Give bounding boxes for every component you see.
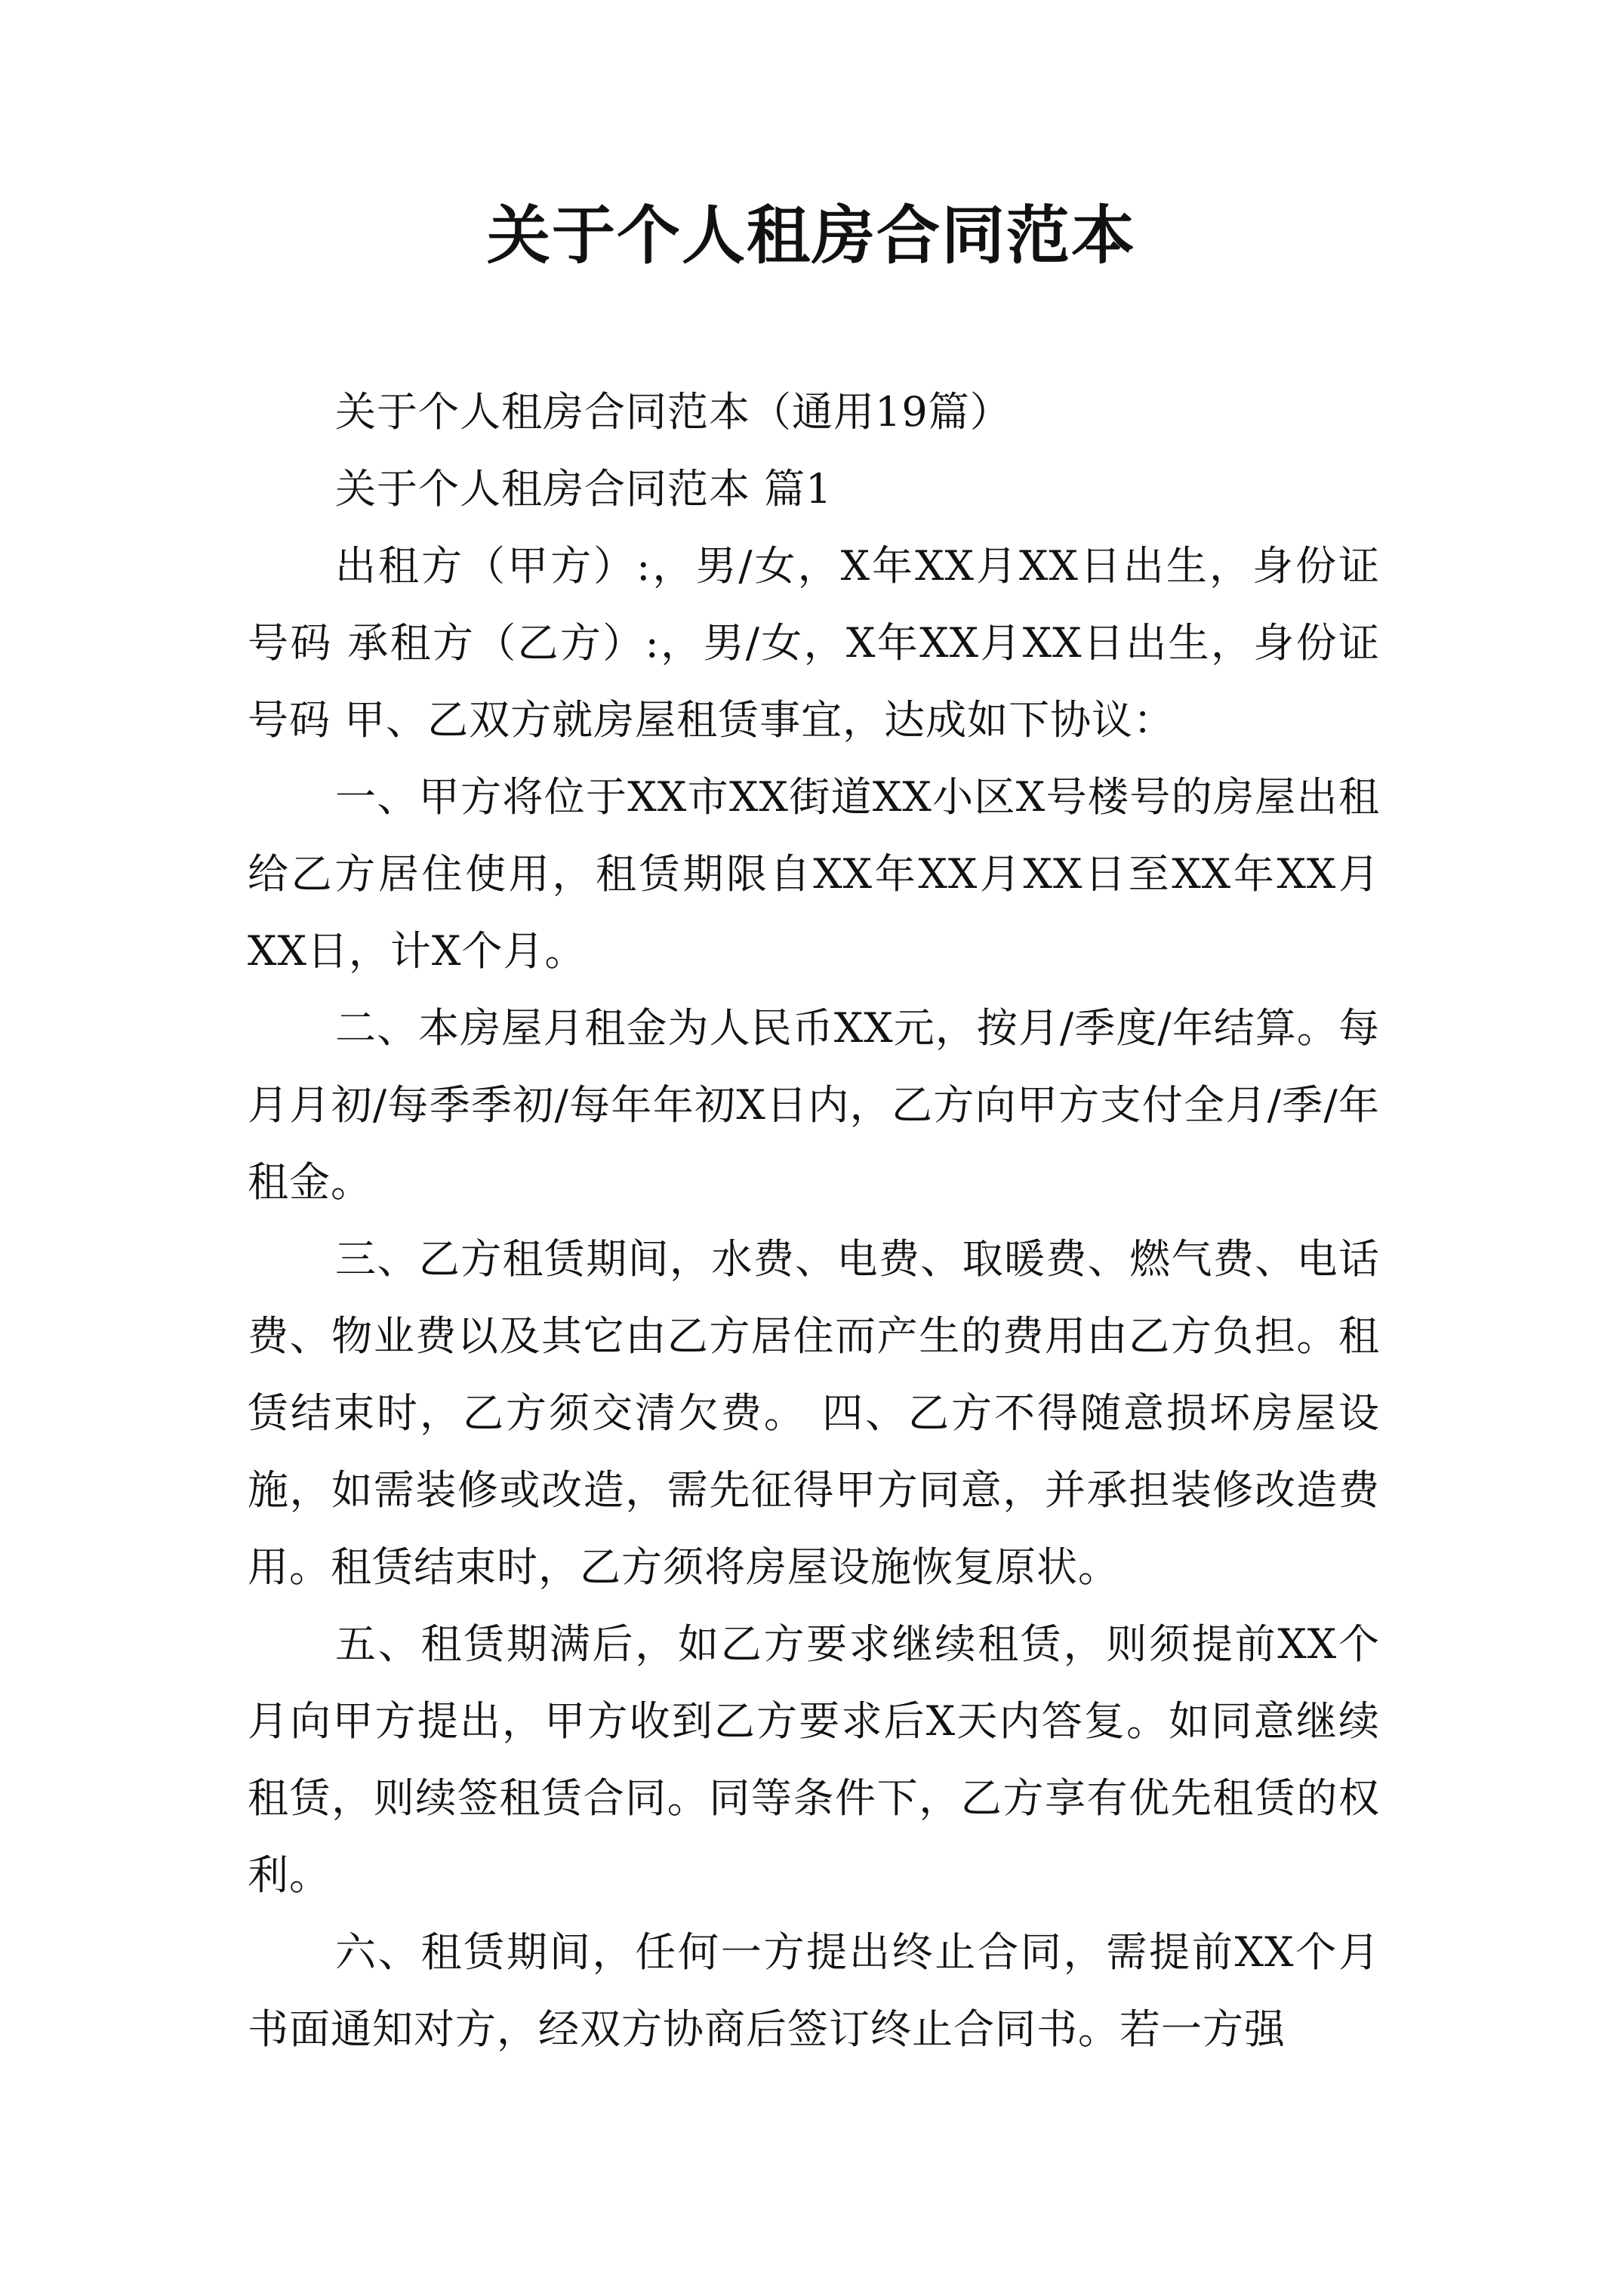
document-title: 关于个人租房合同范本 <box>486 198 1136 273</box>
subtitle-paragraph: 关于个人租房合同范本（通用19篇） <box>335 388 1012 436</box>
clause-6-paragraph: 六、租赁期间，任何一方提出终止合同，需提前XX个月书面通知对方，经双方协商后签订终止合同书。若一方强 <box>248 1928 1380 2053</box>
clause-1-paragraph: 一、甲方将位于XX市XX街道XX小区X号楼号的房屋出租给乙方居住使用，租赁期限自XX年XX月XX日至XX年XX月XX日，计X个月。 <box>248 773 1380 975</box>
clause-3-4-paragraph: 三、乙方租赁期间，水费、电费、取暖费、燃气费、电话费、物业费以及其它由乙方居住而产生的费用由乙方负担。租赁结束时，乙方须交清欠费。 四、乙方不得随意损坏房屋设施，如需装修或改造，需先征得甲方同意，并承担装修改造费用。租赁结束时，乙方须将房屋设施恢复原状。 <box>248 1235 1380 1591</box>
clause-5-paragraph: 五、租赁期满后，如乙方要求继续租赁，则须提前XX个月向甲方提出，甲方收到乙方要求后X天内答复。如同意继续租赁，则续签租赁合同。同等条件下，乙方享有优先租赁的权利。 <box>248 1620 1380 1899</box>
section-heading: 关于个人租房合同范本 篇1 <box>335 465 833 513</box>
document-body <box>248 374 1380 2068</box>
parties-paragraph: 出租方（甲方）:，男/女，X年XX月XX日出生，身份证号码 承租方（乙方）:，男/女，X年XX月XX日出生，身份证号码 甲、乙双方就房屋租赁事宜，达成如下协议： <box>248 542 1380 744</box>
clause-2-paragraph: 二、本房屋月租金为人民币XX元，按月/季度/年结算。每月月初/每季季初/每年年初X日内，乙方向甲方支付全月/季/年租金。 <box>248 1004 1380 1206</box>
